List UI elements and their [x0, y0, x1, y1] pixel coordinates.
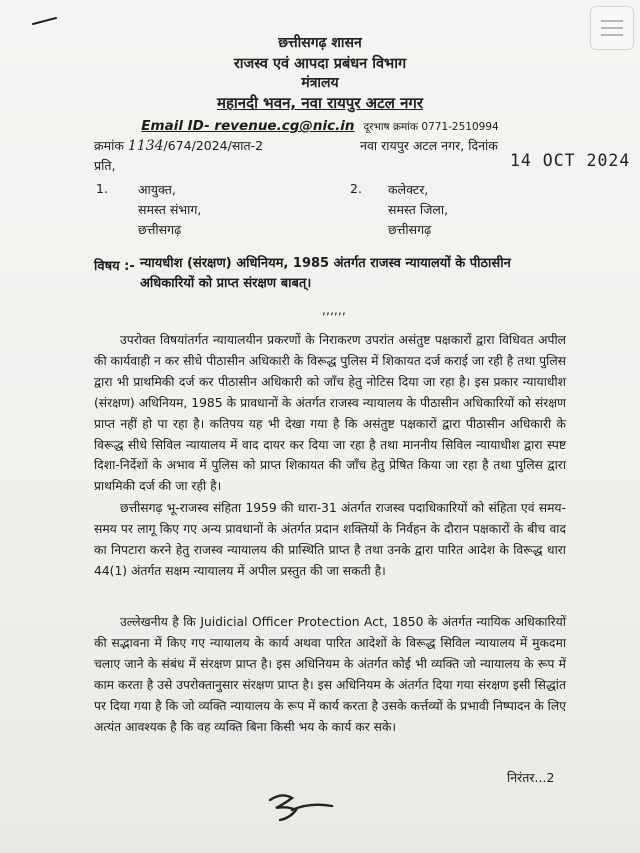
handwritten-number: 1134 — [127, 138, 164, 154]
department-name: राजस्व एवं आपदा प्रबंधन विभाग — [233, 56, 407, 72]
subject-label: विषय :- — [94, 259, 135, 274]
paragraph-3: उल्लेखनीय है कि Juidicial Officer Protection Act, 1850 के अंतर्गत न्यायिक अधिकारियों की सद्भावना में किए गए न्यायालय के कार्य अथवा पारित आदेशों के विरूद्ध सिविल न्यायालय में मुकदमा चलाए जाने के संबंध में संरक्षण प्राप्त है। इस अधिनियम के अंतर्गत कोई भी व्यक्ति जो न्यायालय के रूप में काम करता है उसे उपरोक्तानुसार संरक्षण प्राप्त है। इस अधिनियम के अंतर्गत दिया गया संरक्षण इसी सिद्धांत पर दिया गया है कि जो व्यक्ति न्यायालय के रूप में कार्य करता है उसके कर्त्तव्यों के प्रभावी निष्पादन के लिए अत्यंत आवश्यक है कि वह व्यक्ति बिना किसी भय के कार्य कर सके। — [94, 615, 566, 734]
place-date-label: नवा रायपुर अटल नगर, दिनांक — [360, 138, 498, 153]
contact-row — [0, 115, 640, 134]
recipient-1-line3: छत्तीसगढ़ — [138, 222, 182, 237]
recipient-2-line3: छत्तीसगढ़ — [388, 222, 432, 237]
continued-label: निरंतर...2 — [507, 770, 555, 785]
subject-separator: ,,,,,, — [322, 302, 346, 317]
reference-number: क्रमांक 1134/674/2024/सात-2 — [94, 138, 264, 154]
recipient-1-line2: समस्त संभाग, — [138, 202, 202, 217]
recipient-1-title: आयुक्त, — [138, 182, 176, 197]
recipient-2-number: 2. — [350, 181, 362, 196]
recipient-2-title: कलेक्टर, — [388, 182, 429, 197]
ministry-label: मंत्रालय — [301, 75, 339, 91]
subject-text: न्यायधीश (संरक्षण) अधिनियम, 1985 अंतर्गत राजस्व न्यायालयों के पीठासीन अधिकारियों को प्राप्त संरक्षण बाबत्। — [140, 256, 511, 291]
email-address: Email ID- revenue.cg@nic.in — [141, 118, 355, 134]
pen-mark-icon — [32, 16, 58, 26]
date-stamp: 14 OCT 2024 — [510, 151, 631, 170]
paragraph-2: छत्तीसगढ़ भू-राजस्व संहिता 1959 की धारा-31 अंतर्गत राजस्व पदाधिकारियों को संहिता एवं समय-समय पर लागू किए गए अन्य प्रावधानों के अंतर्गत प्रदान शक्तियों के निर्वहन के दौरान पक्षकारों के बीच वाद का निपटारा करने हेतु राजस्व न्यायालय की प्रास्थिति प्राप्त है तथा उनके द्वारा पारित आदेश के विरूद्ध धारा 44(1) अंतर्गत सक्षम न्यायालय में अपील प्रस्तुत की जा सकती है। — [94, 501, 566, 578]
recipient-2-line2: समस्त जिला, — [388, 202, 449, 217]
recipient-1-number: 1. — [96, 181, 108, 196]
government-name: छत्तीसगढ़ शासन — [278, 35, 362, 51]
to-label: प्रति, — [94, 158, 116, 173]
office-address: महानदी भवन, नवा रायपुर अटल नगर — [216, 94, 424, 112]
phone-number: दूरभाष क्रमांक 0771-2510994 — [363, 121, 499, 133]
signature-icon — [262, 786, 342, 826]
paragraph-1: उपरोक्त विषयांतर्गत न्यायालयीन प्रकरणों के निराकरण उपरांत असंतुष्ट पक्षकारों द्वारा विधिवत अपील की कार्यवाही न कर सीधे पीठासीन अधिकारी के विरूद्ध पुलिस में शिकायत दर्ज कराई जा रही है तथा पुलिस द्वारा भी प्राथमिकी दर्ज कर पीठासीन अधिकारी को जाँच हेतु नोटिस दिया जा रहा है। इस प्रकार न्यायाधीश (संरक्षण) अधिनियम, 1985 के प्रावधानों के अंतर्गत राजस्व न्यायालय के पीठासीन अधिकारियों को संरक्षण प्राप्त नहीं हो पा रहा है। कतिपय यह भी देखा गया है कि असंतुष्ट पक्षकारों द्वारा पीठासीन अधिकारी के विरूद्ध सीधे सिविल न्यायालय में वाद दायर कर दिया जा रहा है तथा माननीय सिविल न्यायाधीश द्वारा स्पष्ट दिशा-निर्देशों के अभाव में पुलिस को प्राप्त शिकायत की जाँच हेतु प्रेषित किया जा रहा है तथा पुलिस द्वारा प्राथमिकी दर्ज की जा रही है। — [94, 333, 566, 494]
